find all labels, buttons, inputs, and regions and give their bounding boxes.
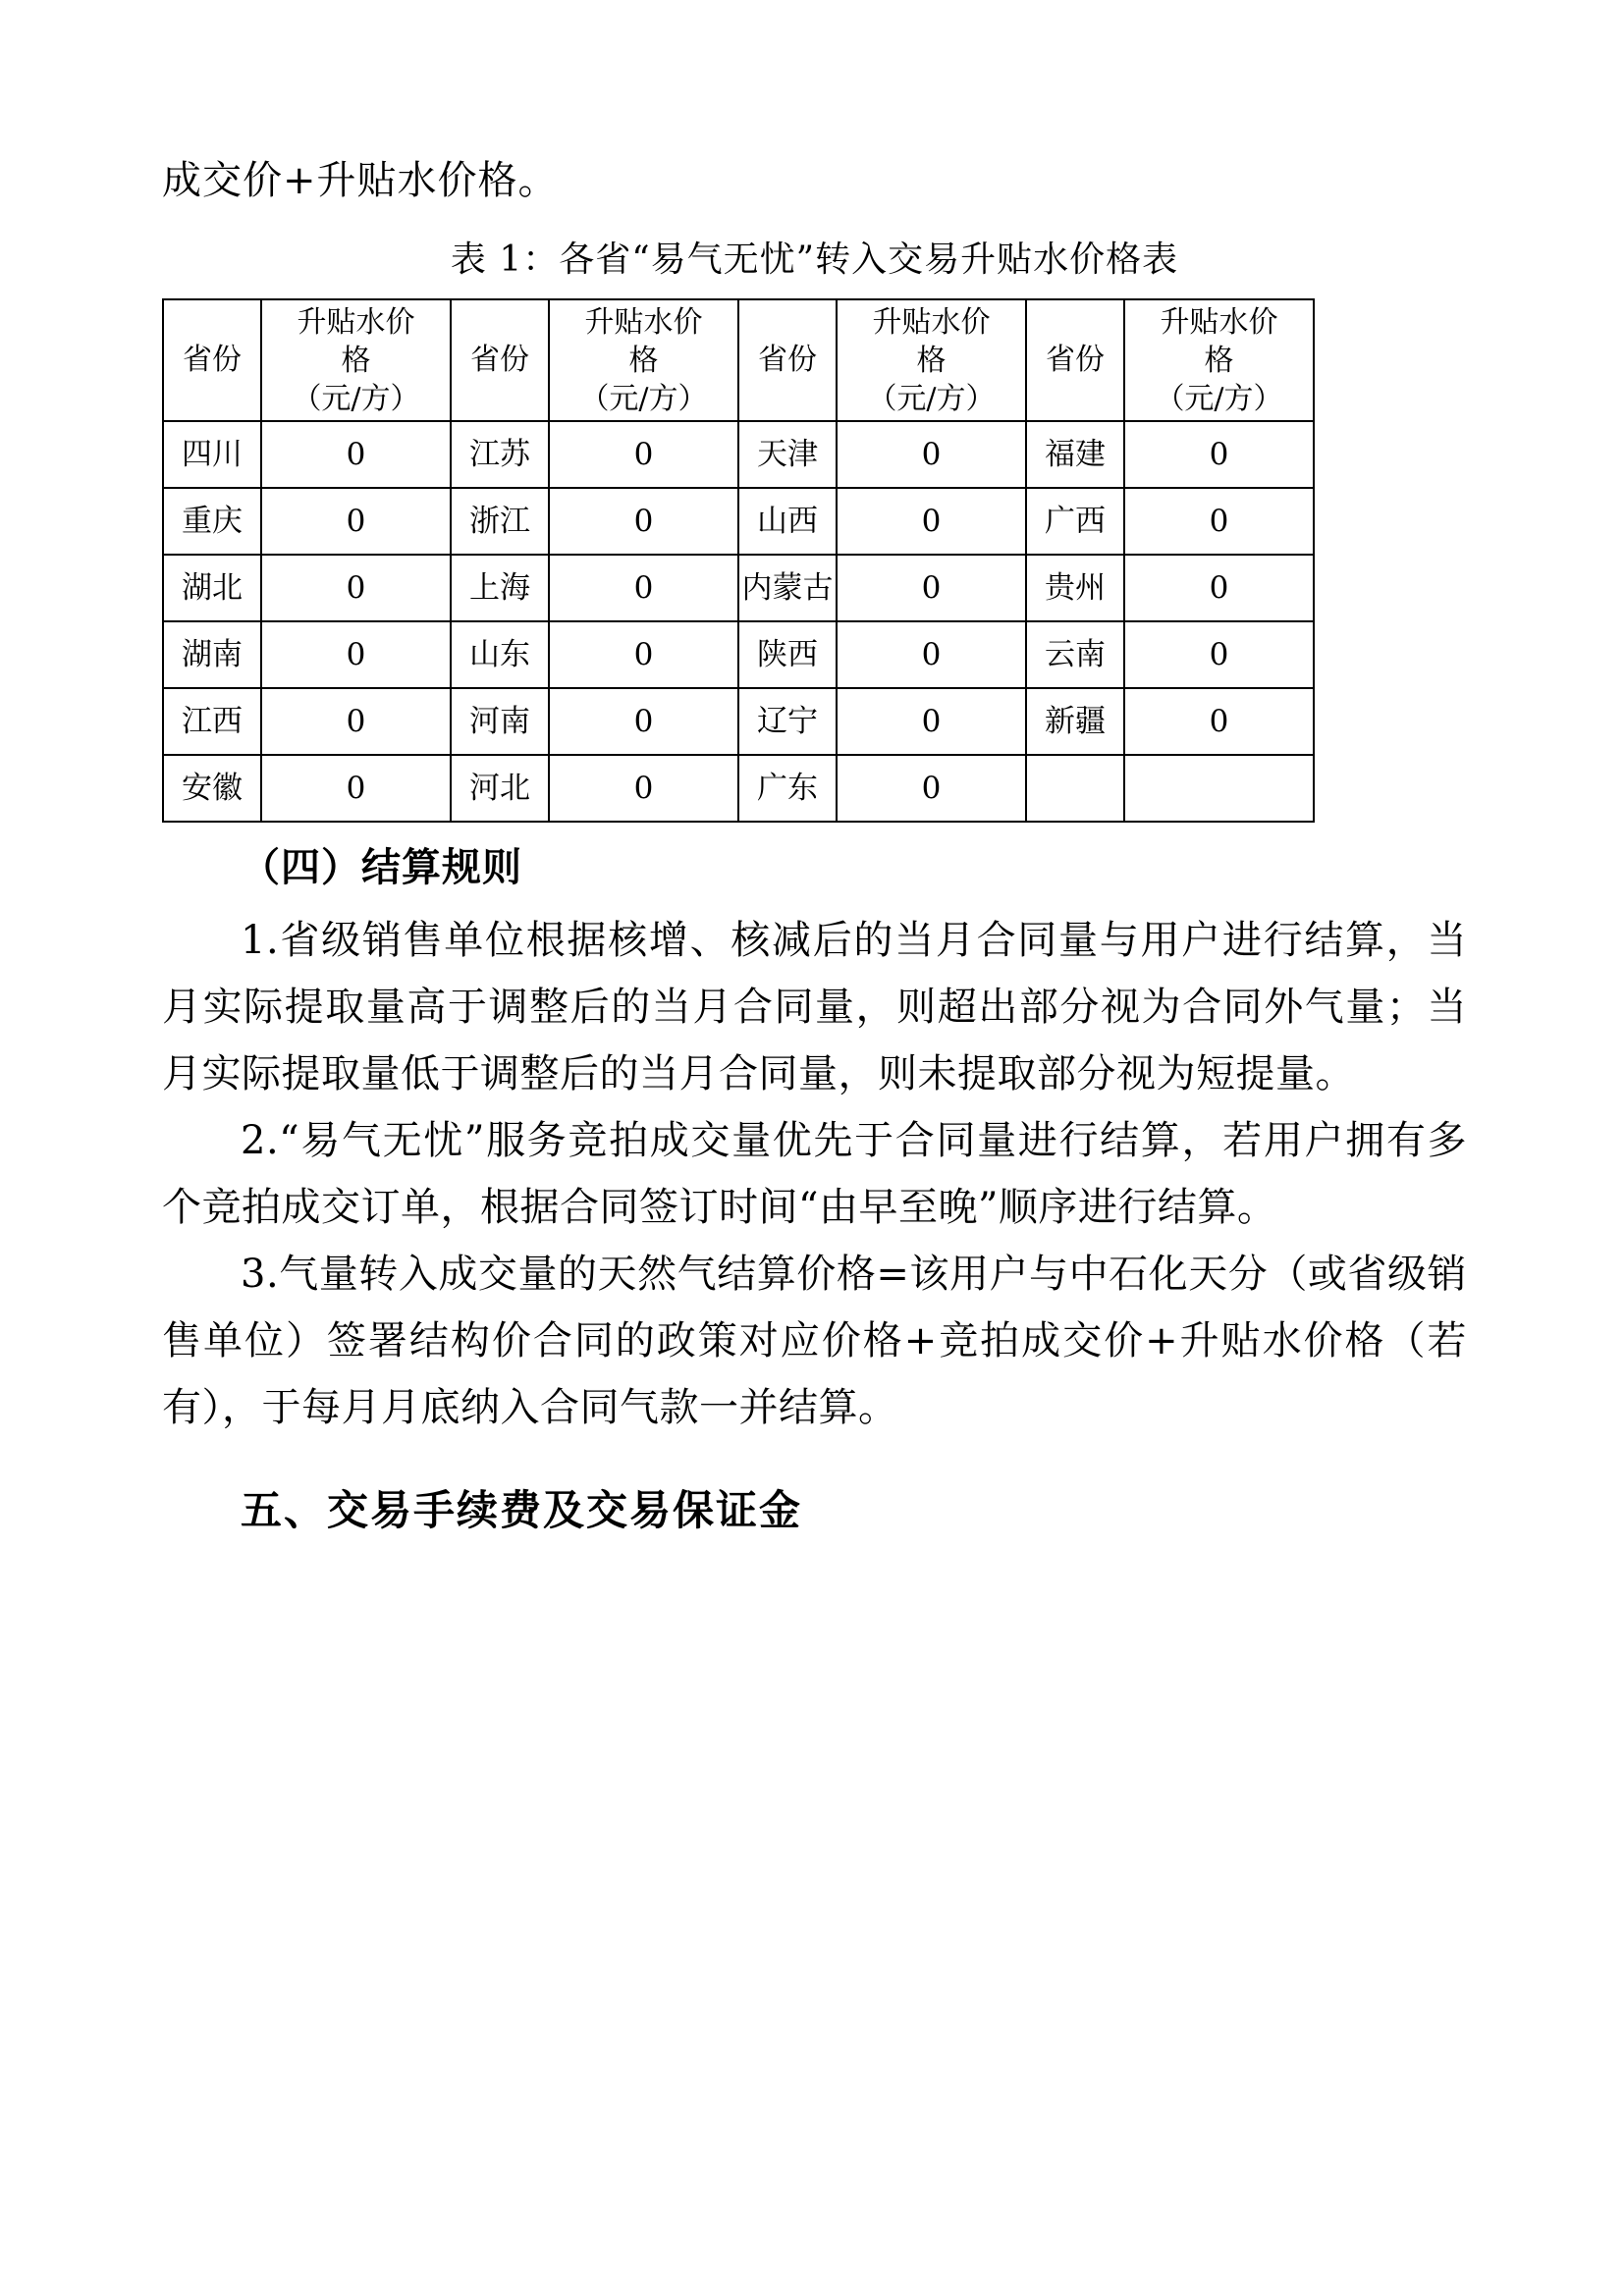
header-price-line1: 升贴水价 xyxy=(872,304,991,340)
header-price-line2: 格 xyxy=(628,343,659,378)
header-price-line3: （元/方） xyxy=(867,381,996,416)
cell-province: 安徽 xyxy=(163,755,261,822)
cell-province: 云南 xyxy=(1026,621,1124,688)
cell-premium-price xyxy=(1124,755,1314,822)
table-row xyxy=(163,488,1314,555)
table-header-row xyxy=(163,299,1314,421)
cell-province: 广东 xyxy=(738,755,837,822)
paragraph-3: 3.气量转入成交量的天然气结算价格=该用户与中石化天分（或省级销售单位）签署结构价合同的政策对应价格+竞拍成交价+升贴水价格（若有），于每月月底纳入合同气款一并结算。 xyxy=(162,1252,1467,1430)
cell-province: 山西 xyxy=(738,488,837,555)
header-province-3: 省份 xyxy=(738,299,837,421)
table-body xyxy=(163,421,1314,822)
cell-province: 浙江 xyxy=(451,488,549,555)
cell-province: 天津 xyxy=(738,421,837,488)
cell-province: 贵州 xyxy=(1026,555,1124,621)
cell-province: 江西 xyxy=(163,688,261,755)
cell-province: 重庆 xyxy=(163,488,261,555)
cell-premium-price: 0 xyxy=(549,421,738,488)
header-price-line3: （元/方） xyxy=(579,381,708,416)
table-row xyxy=(163,688,1314,755)
cell-province: 河南 xyxy=(451,688,549,755)
cell-province: 山东 xyxy=(451,621,549,688)
cell-province: 河北 xyxy=(451,755,549,822)
cell-premium-price: 0 xyxy=(1124,488,1314,555)
cell-premium-price: 0 xyxy=(549,555,738,621)
header-price-2 xyxy=(549,299,738,421)
table-row xyxy=(163,555,1314,621)
header-price-line2: 格 xyxy=(341,343,371,378)
paragraph-2: 2.“易气无忧”服务竞拍成交量优先于合同量进行结算，若用户拥有多个竞拍成交订单，根据合同签订时间“由早至晚”顺序进行结算。 xyxy=(162,1118,1467,1230)
table-caption: 表 1：各省“易气无忧”转入交易升贴水价格表 xyxy=(450,240,1179,280)
cell-premium-price: 0 xyxy=(837,488,1026,555)
cell-premium-price: 0 xyxy=(261,488,451,555)
cell-province: 江苏 xyxy=(451,421,549,488)
cell-premium-price: 0 xyxy=(837,421,1026,488)
cell-premium-price: 0 xyxy=(1124,621,1314,688)
cell-premium-price: 0 xyxy=(837,755,1026,822)
header-price-3 xyxy=(837,299,1026,421)
cell-premium-price: 0 xyxy=(549,488,738,555)
cell-premium-price: 0 xyxy=(549,755,738,822)
cell-premium-price: 0 xyxy=(837,555,1026,621)
cell-premium-price: 0 xyxy=(261,755,451,822)
paragraph-1: 1.省级销售单位根据核增、核减后的当月合同量与用户进行结算，当月实际提取量高于调整后的当月合同量，则超出部分视为合同外气量；当月实际提取量低于调整后的当月合同量，则未提取部分视为短提量。 xyxy=(162,918,1467,1096)
header-price-line1: 升贴水价 xyxy=(297,304,415,340)
cell-province: 陕西 xyxy=(738,621,837,688)
cell-province: 四川 xyxy=(163,421,261,488)
cell-premium-price: 0 xyxy=(837,621,1026,688)
header-price-line3: （元/方） xyxy=(292,381,420,416)
header-price-line2: 格 xyxy=(916,343,947,378)
header-price-4 xyxy=(1124,299,1314,421)
cell-province: 湖南 xyxy=(163,621,261,688)
cell-premium-price: 0 xyxy=(549,688,738,755)
header-price-line1: 升贴水价 xyxy=(1160,304,1278,340)
table-row xyxy=(163,421,1314,488)
cell-province: 湖北 xyxy=(163,555,261,621)
cell-province: 广西 xyxy=(1026,488,1124,555)
cell-premium-price: 0 xyxy=(261,555,451,621)
cell-premium-price: 0 xyxy=(837,688,1026,755)
table-row xyxy=(163,621,1314,688)
intro-line: 成交价+升贴水价格。 xyxy=(162,158,559,203)
header-price-line2: 格 xyxy=(1204,343,1234,378)
section-heading-fees-and-deposit: 五、交易手续费及交易保证金 xyxy=(241,1486,803,1534)
cell-province xyxy=(1026,755,1124,822)
cell-premium-price: 0 xyxy=(549,621,738,688)
cell-province: 辽宁 xyxy=(738,688,837,755)
cell-province: 内蒙古 xyxy=(738,555,837,621)
header-province-4: 省份 xyxy=(1026,299,1124,421)
cell-province: 新疆 xyxy=(1026,688,1124,755)
cell-premium-price: 0 xyxy=(1124,688,1314,755)
header-province-2: 省份 xyxy=(451,299,549,421)
table-row xyxy=(163,755,1314,822)
premium-price-table xyxy=(162,298,1315,823)
cell-premium-price: 0 xyxy=(1124,421,1314,488)
header-price-line3: （元/方） xyxy=(1155,381,1283,416)
cell-premium-price: 0 xyxy=(261,621,451,688)
cell-province: 上海 xyxy=(451,555,549,621)
cell-premium-price: 0 xyxy=(261,421,451,488)
cell-province: 福建 xyxy=(1026,421,1124,488)
header-price-1 xyxy=(261,299,451,421)
header-province-1: 省份 xyxy=(163,299,261,421)
cell-premium-price: 0 xyxy=(261,688,451,755)
cell-premium-price: 0 xyxy=(1124,555,1314,621)
header-price-line1: 升贴水价 xyxy=(584,304,703,340)
section-heading-settlement-rules: （四）结算规则 xyxy=(241,844,522,890)
table-header xyxy=(163,299,1314,421)
